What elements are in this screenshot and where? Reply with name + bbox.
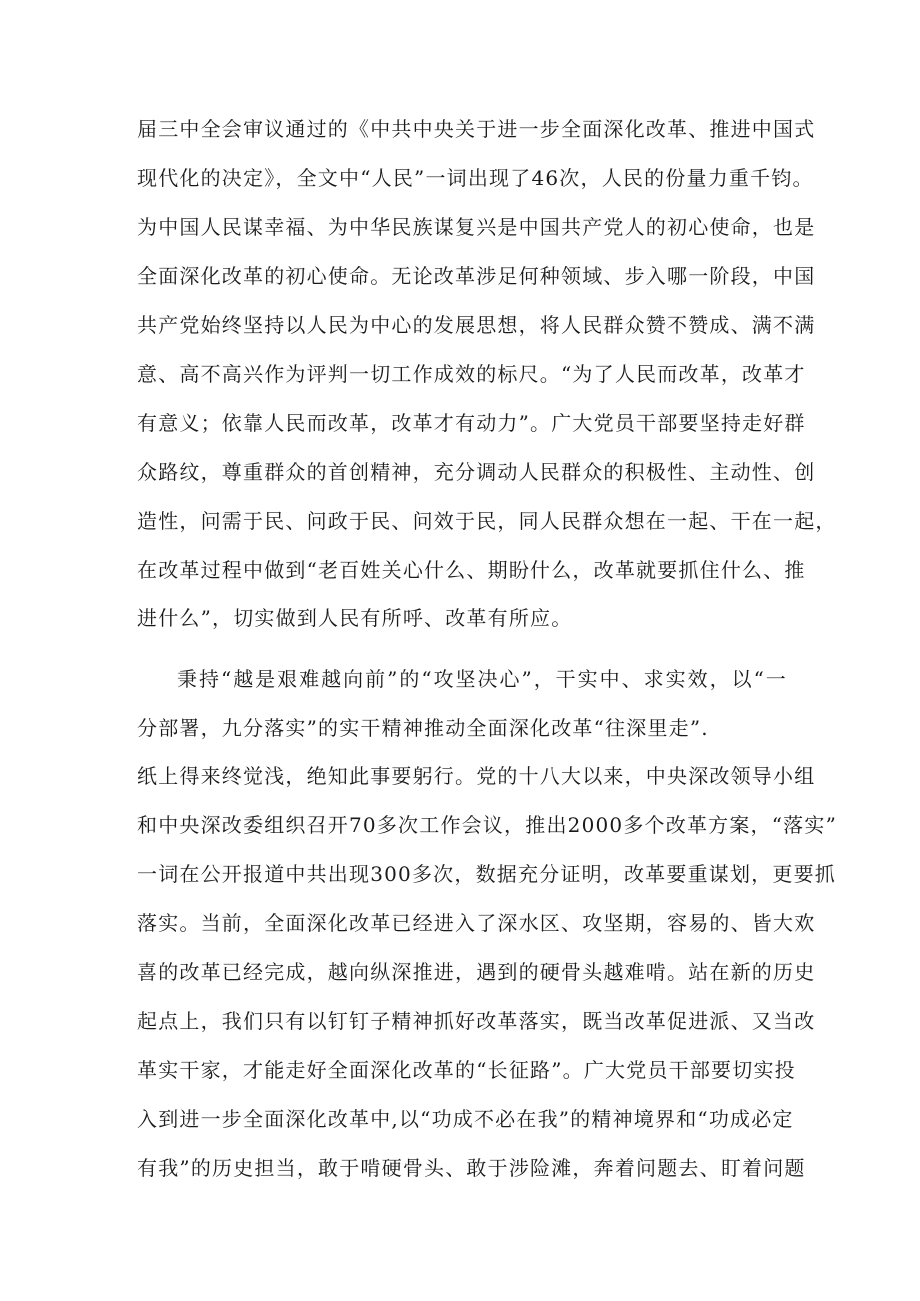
paragraph-2-line-1: 秉持“越是艰难越向前”的“攻坚决心”，干实中、求实效，以“一 (177, 667, 787, 691)
paragraph-1-line-1: 届三中全会审议通过的《中共中央关于进一步全面深化改革、推进中国式 (137, 117, 816, 141)
paragraph-2-line-3: 纸上得来终觉浅，绝知此事要躬行。党的十八大以来，中央深改领导小组 (137, 764, 816, 788)
paragraph-2-line-5: 一词在公开报道中共出现300多次，数据充分证明，改革要重谋划，更要抓 (137, 862, 836, 886)
paragraph-2-line-7: 喜的改革已经完成，越向纵深推进，遇到的硬骨头越难啃。站在新的历史 (137, 960, 816, 984)
paragraph-2-line-8: 起点上，我们只有以钉钉子精神抓好改革落实，既当改革促进派、又当改 (137, 1009, 816, 1033)
paragraph-1-line-8: 众路纹，尊重群众的首创精神，充分调动人民群众的积极性、主动性、创 (137, 460, 816, 484)
paragraph-1-line-7: 有意义；依靠人民而改革，改革才有动力”。广大党员干部要坚持走好群 (137, 411, 806, 435)
paragraph-2-line-2: 分部署，九分落实”的实干精神推动全面深化改革“往深里走”. (137, 716, 709, 740)
paragraph-2-line-10: 入到进一步全面深化改革中,以“功成不必在我”的精神境界和“功成必定 (137, 1107, 794, 1131)
paragraph-1-line-3: 为中国人民谋幸福、为中华民族谋复兴是中国共产党人的初心使命，也是 (137, 215, 816, 239)
paragraph-1-line-11: 进什么”，切实做到人民有所呼、改革有所应。 (137, 606, 573, 630)
paragraph-1-line-4: 全面深化改革的初心使命。无论改革涉足何种领域、步入哪一阶段，中国 (137, 264, 816, 288)
paragraph-1-line-9: 造性，问需于民、问政于民、问效于民，同人民群众想在一起、干在一起， (137, 509, 837, 533)
paragraph-2-line-6: 落实。当前，全面深化改革已经进入了深水区、攻坚期，容易的、皆大欢 (137, 911, 816, 935)
paragraph-2-line-4: 和中央深改委组织召开70多次工作会议，推出2000多个改革方案，“落实” (137, 813, 837, 837)
paragraph-1-line-10: 在改革过程中做到“老百姓关心什么、期盼什么，改革就要抓住什么、推 (137, 558, 806, 582)
paragraph-1-line-2: 现代化的决定》，全文中“人民”一词出现了46次，人民的份量力重千钧。 (137, 166, 814, 190)
paragraph-1-line-6: 意、高不高兴作为评判一切工作成效的标尺。“为了人民而改革，改革才 (137, 362, 806, 386)
paragraph-2-line-9: 革实干家，才能走好全面深化改革的“长征路”。广大党员干部要切实投 (137, 1058, 796, 1082)
paragraph-1-line-5: 共产党始终坚持以人民为中心的发展思想，将人民群众赞不赞成、满不满 (137, 313, 816, 337)
paragraph-2-line-11: 有我”的历史担当，敢于啃硬骨头、敢于涉险滩，奔着问题去、盯着问题 (137, 1156, 806, 1180)
